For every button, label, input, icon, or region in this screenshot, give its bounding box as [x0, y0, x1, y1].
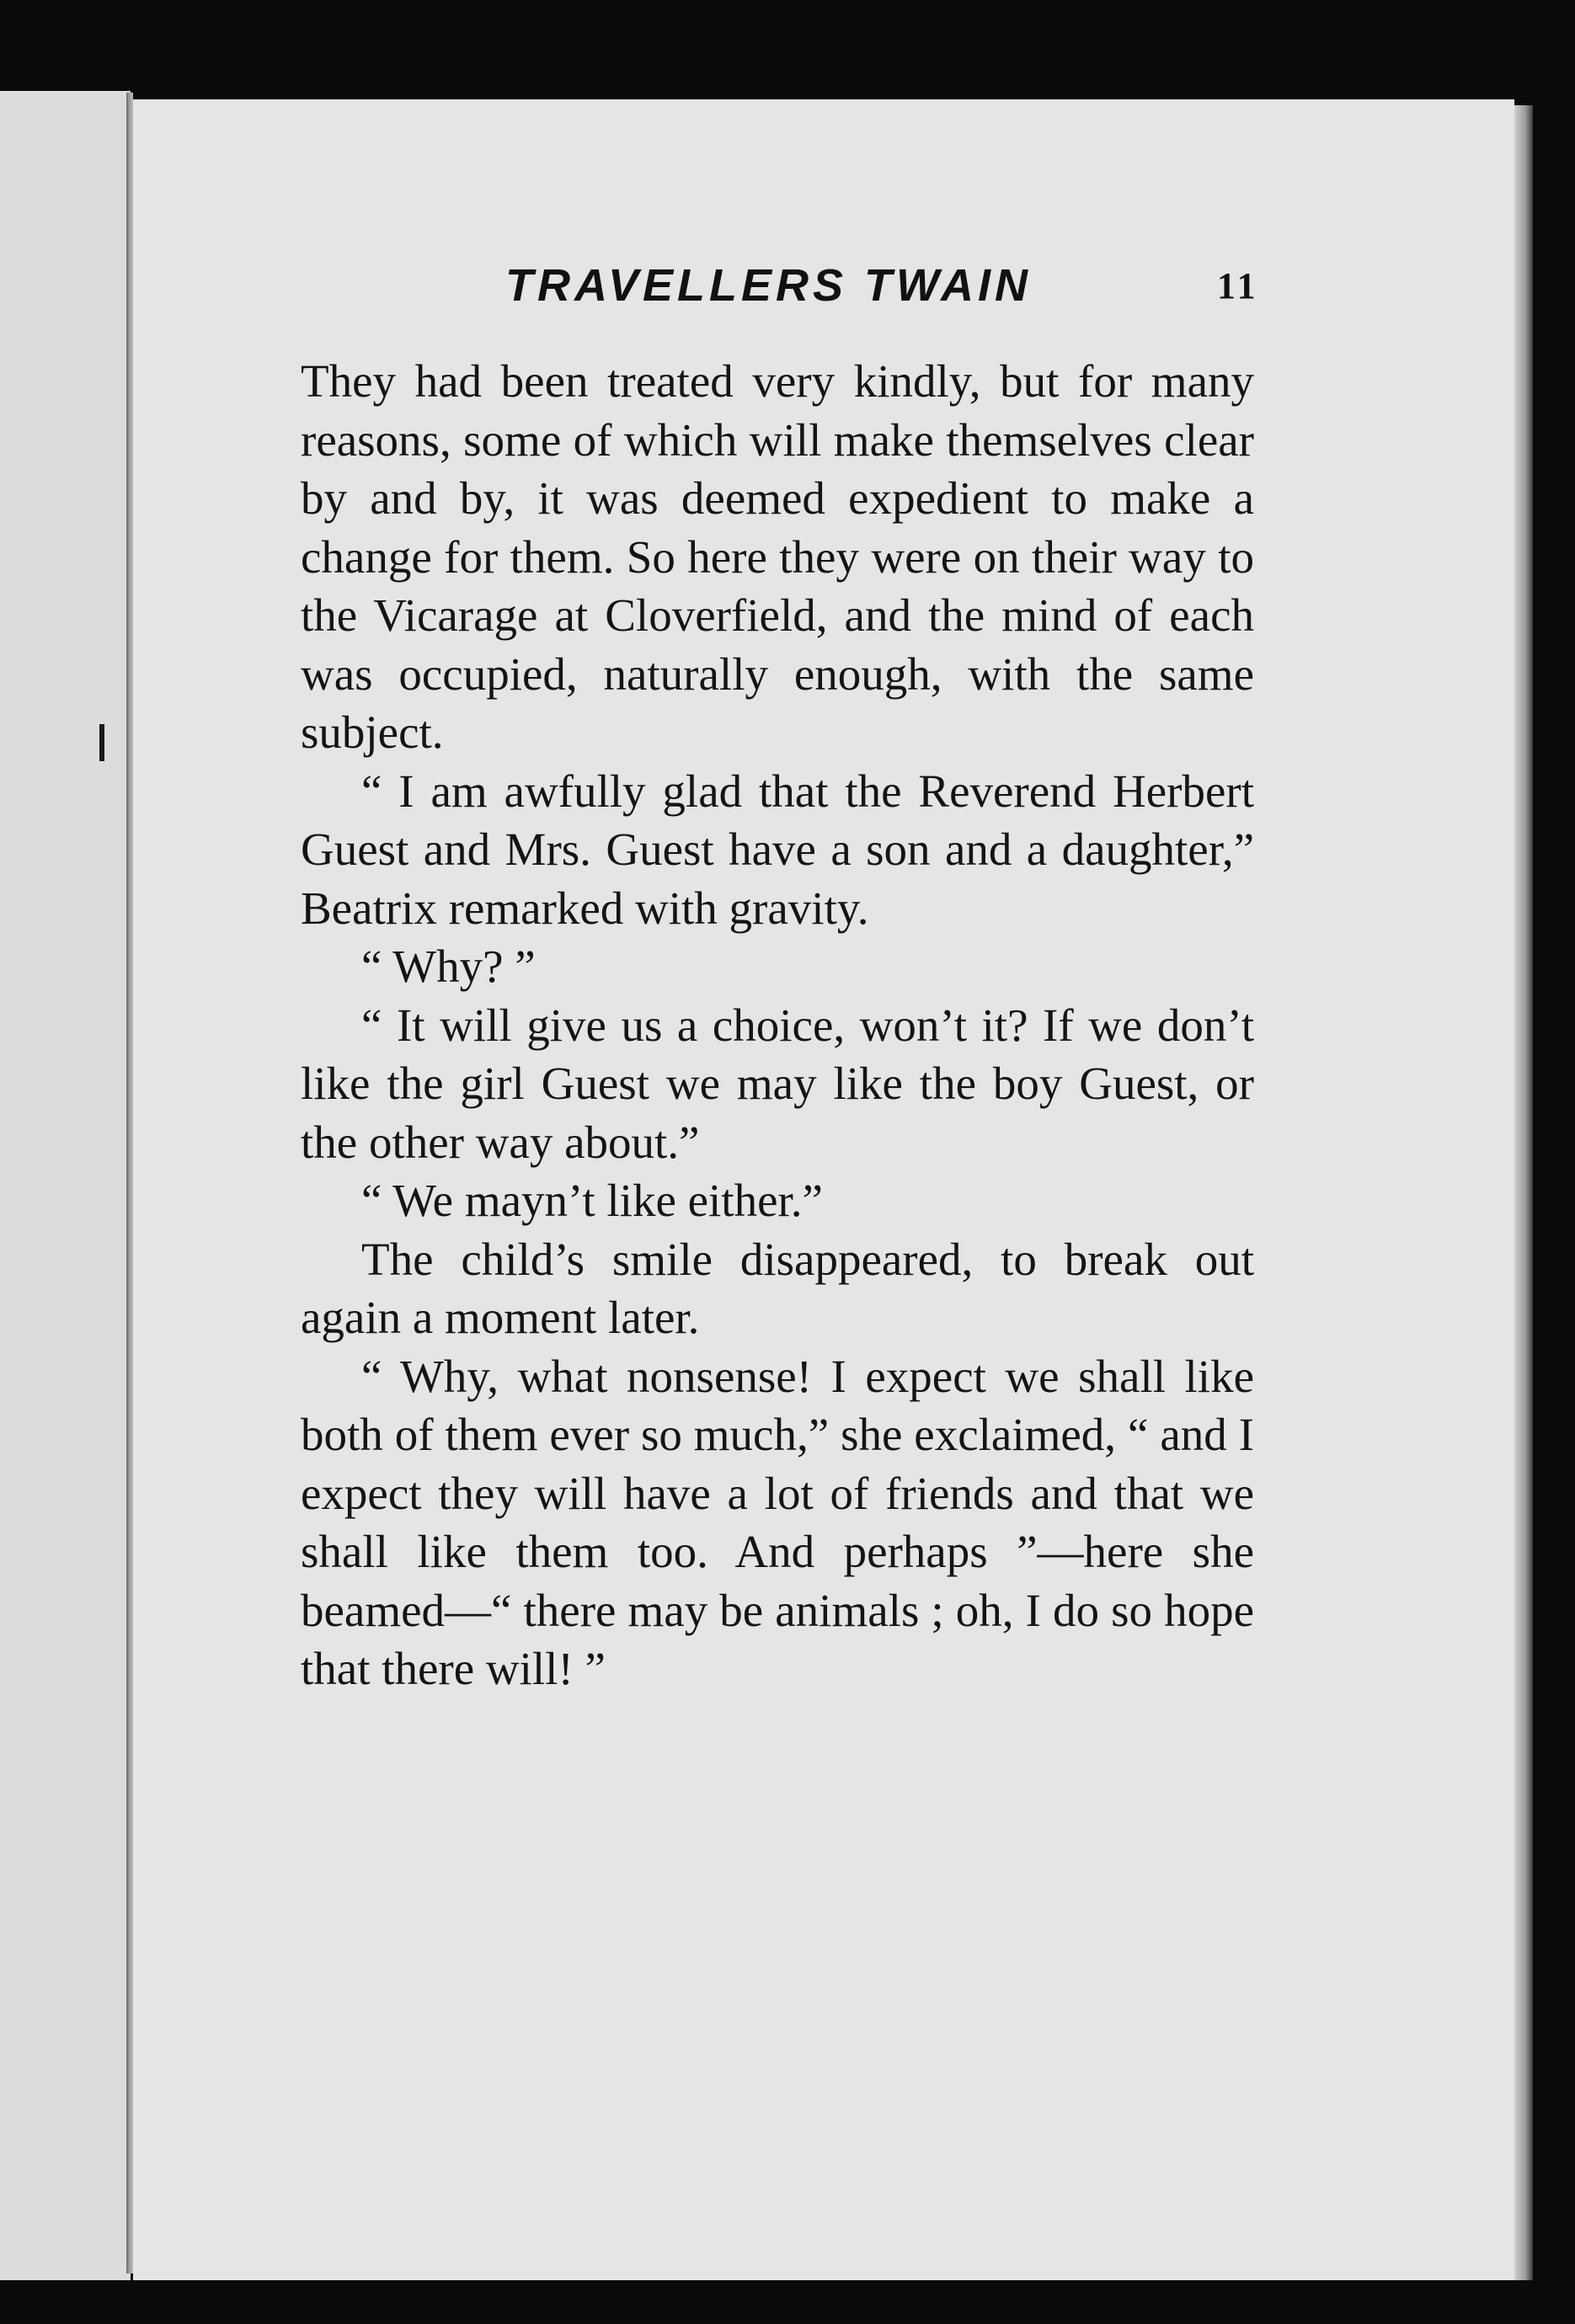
- page-header: [168, 259, 1263, 318]
- scan-bottom-border: [0, 2280, 1575, 2324]
- page-number: 11: [1217, 265, 1259, 306]
- paragraph: “ It will give us a choice, won’t it? If we don’t like the girl Guest we may like the boy Guest, or the other way about.”: [301, 999, 1254, 1168]
- running-head: TRAVELLERS TWAIN: [505, 260, 1032, 311]
- paragraph: “ Why, what nonsense! I expect we shall like both of them ever so much,” she exclaimed, “ and I expect they will have a lot of friends and that we shall like them too. And perhaps ”—here she beamed—“ there may be animals ; oh, I do so hope that there will! ”: [301, 1350, 1254, 1694]
- paragraph: “ I am awfully glad that the Reverend Herbert Guest and Mrs. Guest have a son and a daughter,” Beatrix remarked with gravity.: [301, 765, 1254, 934]
- paragraph: “ Why? ”: [361, 941, 536, 992]
- paragraph: “ We mayn’t like either.”: [361, 1175, 823, 1226]
- facing-page-edge: [0, 91, 131, 2280]
- paragraph: The child’s smile disappeared, to break out again a moment later.: [301, 1233, 1254, 1343]
- binding-gutter: [126, 93, 133, 2273]
- gutter-mark: [99, 724, 104, 761]
- paragraph: They had been treated very kindly, but for many reasons, some of which will make themselves clear by and by, it was deemed expedient to make a change for them. So here they were on their way to the Vicarage at Cloverfield, and the mind of each was occupied, naturally enough, with the same subject.: [301, 355, 1254, 758]
- page-edge-shadow: [1514, 105, 1533, 2282]
- body-text: [301, 352, 1254, 1698]
